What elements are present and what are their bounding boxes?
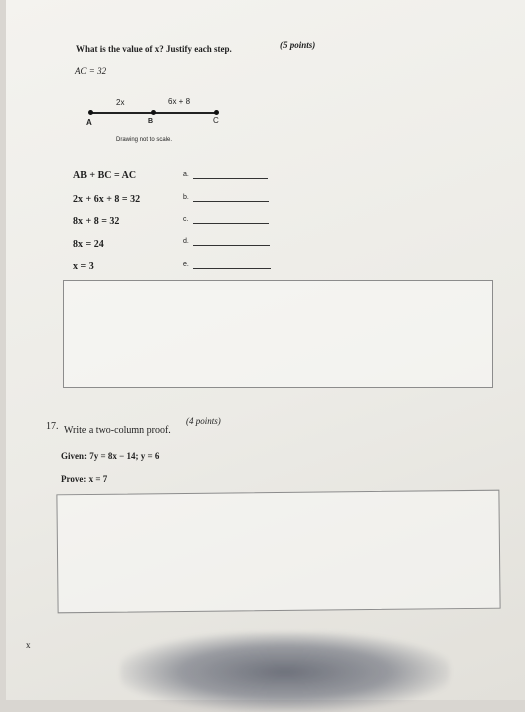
- answer-box-16[interactable]: [63, 280, 493, 388]
- question-16-points: (5 points): [280, 40, 316, 50]
- point-b-dot: [151, 110, 156, 115]
- step-statement: AB + BC = AC: [73, 170, 137, 181]
- question-17-number: 17.: [46, 421, 59, 432]
- step-statement: 8x = 24: [73, 239, 104, 250]
- point-c-label: C: [213, 116, 219, 125]
- question-17-prompt: Write a two-column proof.: [64, 425, 171, 436]
- question-17-prove: Prove: x = 7: [61, 474, 108, 484]
- segment-bc-label: 6x + 8: [168, 97, 191, 106]
- corner-mark: x: [26, 640, 31, 650]
- reason-blank-a[interactable]: [193, 178, 268, 179]
- step-statement: 2x + 6x + 8 = 32: [73, 194, 141, 205]
- question-17-points: (4 points): [186, 416, 221, 426]
- step-statement: 8x + 8 = 32: [73, 216, 120, 227]
- step-letter: e.: [183, 261, 189, 268]
- point-a-dot: [88, 110, 93, 115]
- point-c-dot: [214, 110, 219, 115]
- step-statement: x = 3: [73, 261, 94, 272]
- question-16-prompt: What is the value of x? Justify each step.: [76, 44, 232, 54]
- step-letter: a.: [183, 171, 189, 178]
- reason-blank-b[interactable]: [193, 201, 269, 202]
- reason-blank-c[interactable]: [193, 223, 269, 224]
- step-letter: c.: [183, 216, 189, 223]
- given-ac: AC = 32: [75, 66, 107, 76]
- hand-shadow: [120, 632, 450, 712]
- step-letter: b.: [183, 194, 189, 201]
- segment-ab-label: 2x: [116, 98, 125, 107]
- point-b-label: B: [148, 118, 154, 125]
- scale-note: Drawing not to scale.: [116, 137, 173, 143]
- answer-box-17[interactable]: [56, 490, 500, 614]
- reason-blank-d[interactable]: [193, 245, 270, 246]
- question-17-given: Given: 7y = 8x − 14; y = 6: [61, 451, 160, 461]
- reason-blank-e[interactable]: [193, 268, 271, 269]
- point-a-label: A: [86, 118, 92, 127]
- step-letter: d.: [183, 238, 189, 245]
